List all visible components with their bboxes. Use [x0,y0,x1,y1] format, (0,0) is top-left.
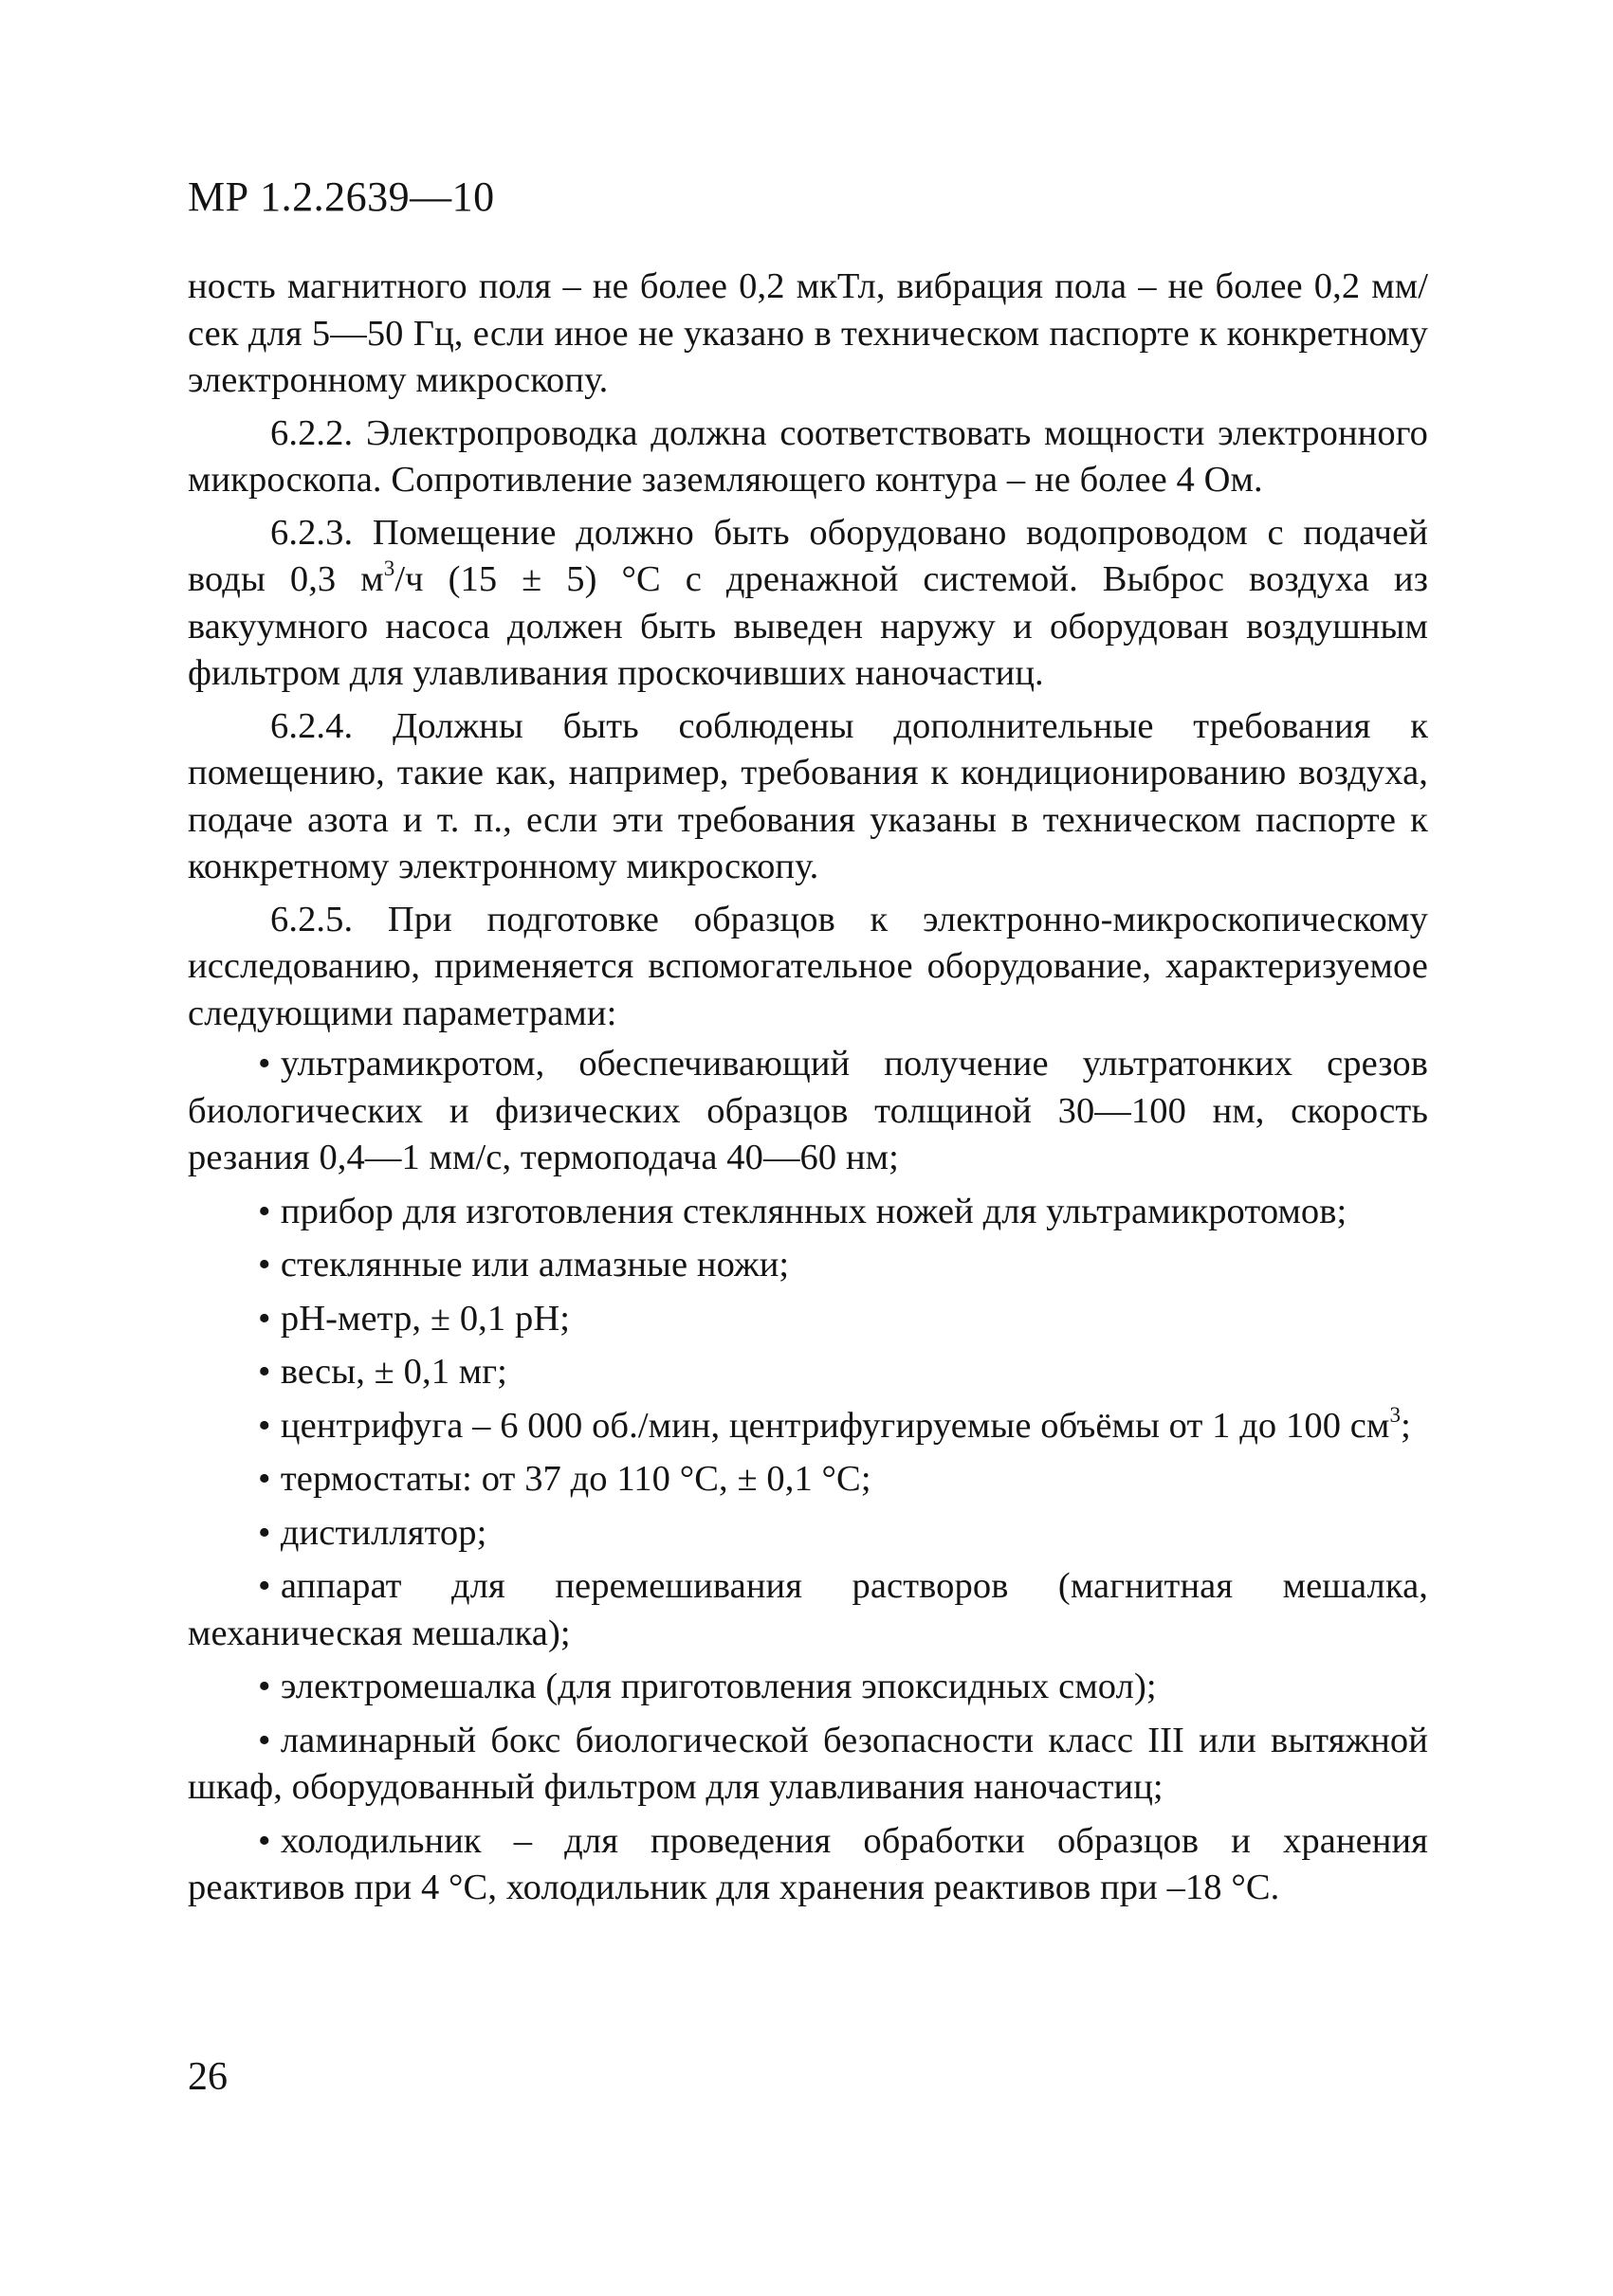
paragraph-6-2-4: 6.2.4. Должны быть соблюдены дополнительные требования к помещению, такие как, например, требования к кондиционированию воздуха, подаче азота и т. п., если эти требования указаны в техническом паспорте к конкретному электронному микроскопу. [188,705,1428,886]
list-item-text: прибор для изготовления стеклянных ножей для ультрамикротомов; [280,1191,1347,1231]
list-item-text: ; [1401,1405,1411,1446]
bullet-icon: • [258,1044,271,1084]
equipment-list [188,1041,1428,1912]
list-item [188,1664,1428,1711]
list-item-text: ультрамикротом, обеспечивающий получение ультратонких срезов биологических и физических образцов толщиной 30—100 нм, скорость резания 0,4—1 мм/с, термоподача 40—60 нм; [188,1044,1428,1177]
list-item-text: весы, ± 0,1 мг; [280,1352,507,1392]
bullet-icon: • [258,1566,271,1606]
bullet-icon: • [258,1720,271,1760]
list-item [188,1296,1428,1343]
list-item [188,1242,1428,1289]
list-item [188,1041,1428,1182]
paragraph-text: 6.2.3. Помещение должно быть оборудовано водопроводом с подачей воды 0,3 м [188,512,1428,599]
paragraph-continuation: ность магнитного поля – не более 0,2 мкТл, вибрация пола – не более 0,2 мм/сек для 5—50 Гц, если иное не указано в техническом паспорте к конкретному электронному микроскопу. [188,266,1428,400]
bullet-icon: • [258,1667,271,1706]
list-item [188,1189,1428,1236]
list-item [188,1718,1428,1812]
document-code: МР 1.2.2639—10 [188,173,495,220]
list-item [188,1563,1428,1657]
document-body [188,264,1428,1912]
paragraph-text: /ч (15 ± 5) °С с дренажной системой. Выброс воздуха из вакуумного насоса должен быть выведен наружу и оборудован воздушным фильтром для улавливания проскочивших наночастиц. [188,559,1429,693]
bullet-icon: • [258,1459,271,1499]
bullet-icon: • [258,1298,271,1339]
list-item-text: холодильник – для проведения обработки образцов и хранения реактивов при 4 °С, холодильник для хранения реактивов при –18 °С. [188,1820,1428,1907]
list-item [188,1349,1428,1396]
list-item-text: электромешалка (для приготовления эпоксидных смол); [280,1667,1157,1706]
paragraph-6-2-5: 6.2.5. При подготовке образцов к электронно-микроскопическому исследованию, применяется вспомогательное оборудование, характеризуемое следующими параметрами: [188,899,1428,1033]
list-item-text: ламинарный бокс биологической безопасности класс III или вытяжной шкаф, оборудованный фильтром для улавливания наночастиц; [188,1720,1428,1807]
list-item-text: аппарат для перемешивания растворов (магнитная мешалка, механическая мешалка); [188,1566,1428,1653]
bullet-icon: • [258,1820,271,1861]
paragraph-6-2-2: 6.2.2. Электропроводка должна соответствовать мощности электронного микроскопа. Сопротивление заземляющего контура – не более 4 Ом. [188,412,1428,500]
list-item [188,1510,1428,1558]
bullet-icon: • [258,1245,271,1285]
bullet-icon: • [258,1512,271,1553]
list-item-text: термостаты: от 37 до 110 °С, ± 0,1 °С; [280,1459,871,1499]
list-item [188,1403,1428,1450]
list-item-text: pH-метр, ± 0,1 pH; [280,1298,571,1339]
list-item-text: стеклянные или алмазные ножи; [280,1245,790,1285]
list-item [188,1818,1428,1912]
bullet-icon: • [258,1191,271,1231]
page-number: 26 [188,2055,228,2099]
bullet-icon: • [258,1352,271,1392]
list-item-text: дистиллятор; [280,1512,487,1553]
list-item-text: центрифуга – 6 000 об./мин, центрифугируемые объёмы от 1 до 100 см [280,1405,1390,1446]
superscript: 3 [383,555,395,580]
list-item [188,1456,1428,1503]
paragraph-6-2-3 [188,510,1428,698]
bullet-icon: • [258,1405,271,1446]
superscript: 3 [1389,1401,1402,1427]
